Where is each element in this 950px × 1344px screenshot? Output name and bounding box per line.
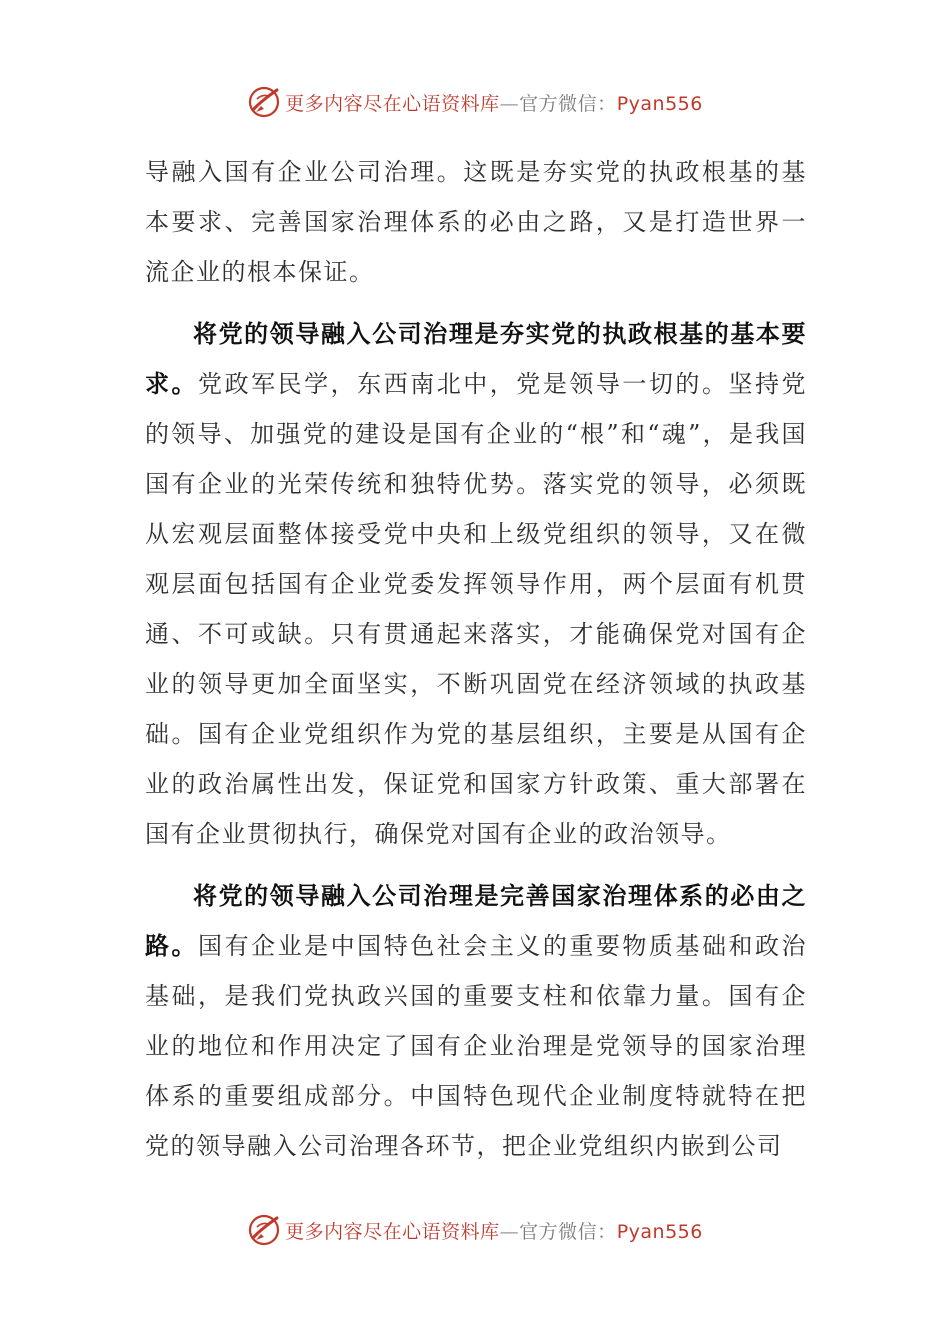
footer-banner — [0, 1210, 950, 1250]
paragraph-2 — [145, 309, 807, 859]
header-official-label: 官方微信： — [519, 92, 617, 115]
document-body — [145, 147, 807, 1171]
header-banner — [0, 82, 950, 122]
pen-circle-logo-icon — [247, 1213, 281, 1247]
footer-text — [285, 1217, 703, 1244]
paragraph-2-heading: 将党的领导融入公司治理是夯实党的执政根基的基本要求。 — [145, 319, 807, 398]
header-brand: 更多内容尽在心语资料库 — [285, 92, 500, 115]
header-separator: — — [499, 92, 520, 115]
paragraph-3-heading: 将党的领导融入公司治理是完善国家治理体系的必由之路。 — [145, 881, 807, 960]
footer-wechat-id: Pyan556 — [616, 1220, 703, 1243]
pen-circle-logo-icon — [247, 85, 281, 119]
paragraph-1: 导融入国有企业公司治理。这既是夯实党的执政根基的基本要求、完善国家治理体系的必由之路，又是打造世界一流企业的根本保证。 — [145, 158, 807, 286]
header-text — [285, 89, 703, 116]
paragraph-3-text: 国有企业是中国特色社会主义的重要物质基础和政治基础，是我们党执政兴国的重要支柱和依靠力量。国有企业的地位和作用决定了国有企业治理是党领导的国家治理体系的重要组成部分。中国特色现代企业制度特就特在把党的领导融入公司治理各环节，把企业党组织内嵌到公司 — [145, 932, 808, 1160]
header-wechat-id: Pyan556 — [616, 92, 703, 115]
footer-separator: — — [499, 1220, 520, 1243]
footer-official-label: 官方微信： — [519, 1220, 617, 1243]
paragraph-3 — [145, 871, 807, 1171]
paragraph-2-text: 党政军民学，东西南北中，党是领导一切的。坚持党的领导、加强党的建设是国有企业的“根”和“魂”，是我国国有企业的光荣传统和独特优势。落实党的领导，必须既从宏观层面整体接受党中央和上级党组织的领导，又在微观层面包括国有企业党委发挥领导作用，两个层面有机贯通、不可或缺。只有贯通起来落实，才能确保党对国有企业的领导更加全面坚实，不断巩固党在经济领域的执政基础。国有企业党组织作为党的基层组织，主要是从国有企业的政治属性出发，保证党和国家方针政策、重大部署在国有企业贯彻执行，确保党对国有企业的政治领导。 — [145, 370, 808, 848]
footer-brand: 更多内容尽在心语资料库 — [285, 1220, 500, 1243]
